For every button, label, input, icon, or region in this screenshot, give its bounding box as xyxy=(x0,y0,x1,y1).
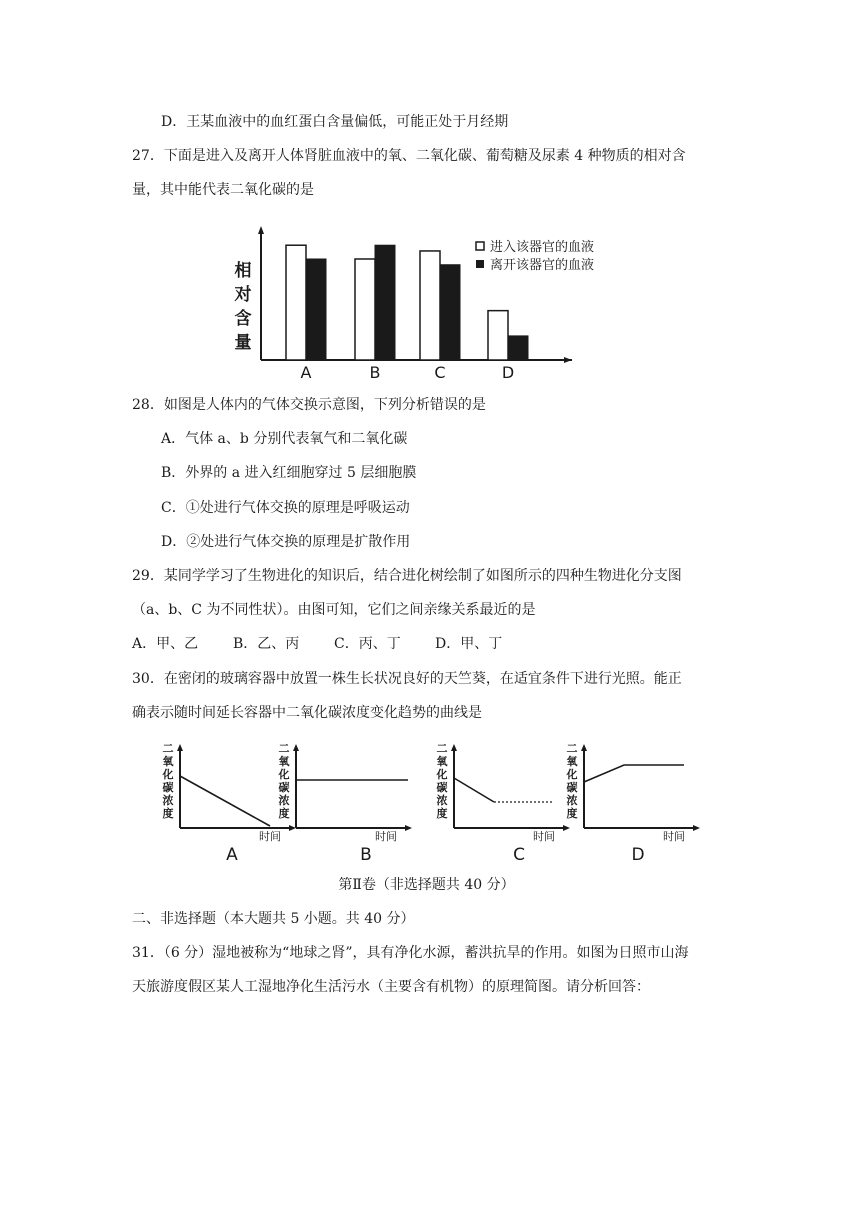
legend-label-leaving: 离开该器官的血液 xyxy=(490,258,595,273)
q28-stem: 28．如图是人体内的气体交换示意图，下列分析错误的是 xyxy=(132,397,486,413)
graph-x-axis-arrow xyxy=(563,825,570,831)
bar-entering xyxy=(488,311,508,360)
graph-y-label-char: 浓 xyxy=(162,794,174,807)
x-tick-label: A xyxy=(300,363,312,380)
graph-y-label-char: 二 xyxy=(162,742,174,755)
x-tick-label: B xyxy=(369,363,381,380)
graph-x-label: 时间 xyxy=(375,830,397,843)
q26-option-d: D．王某血液中的血红蛋白含量偏低，可能正处于月经期 xyxy=(161,114,509,130)
part2-title: 第Ⅱ卷（非选择题共 40 分） xyxy=(338,877,515,893)
q31-stem-line2: 天旅游度假区某人工湿地净化生活污水（主要含有机物）的原理简图。请分析回答： xyxy=(132,979,650,995)
graph-y-axis-arrow xyxy=(177,744,183,751)
graph-y-label-char: 度 xyxy=(278,807,290,820)
graph-y-label-char: 碳 xyxy=(566,781,578,794)
graph-y-label-char: 化 xyxy=(436,768,448,781)
graph-y-label-char: 浓 xyxy=(566,794,578,807)
graph-y-label-char: 二 xyxy=(278,742,290,755)
legend-label-entering: 进入该器官的血液 xyxy=(490,240,595,255)
graph-caption: A xyxy=(226,845,238,865)
graph-y-label-char: 化 xyxy=(566,768,578,781)
graph-y-label-char: 氧 xyxy=(278,755,290,768)
bar-entering xyxy=(355,259,375,360)
legend-swatch-leaving xyxy=(476,260,484,268)
q30-stem-line1: 30．在密闭的玻璃容器中放置一株生长状况良好的天竺葵，在适宜条件下进行光照。能正 xyxy=(132,671,682,687)
graph-y-axis-arrow xyxy=(293,744,299,751)
graph-y-label-char: 度 xyxy=(162,807,174,820)
graph-x-label: 时间 xyxy=(533,830,555,843)
q29-options xyxy=(132,634,536,654)
graph-x-label: 时间 xyxy=(259,830,281,843)
bar-leaving xyxy=(440,265,460,360)
q29-stem-line2: （a、b、C 为不同性状）。由图可知，它们之间亲缘关系最近的是 xyxy=(132,602,536,618)
q29-stem-line1: 29．某同学学习了生物进化的知识后，结合进化树绘制了如图所示的四种生物进化分支图 xyxy=(132,568,682,584)
graph-caption: B xyxy=(360,845,372,865)
graph-y-label-char: 氧 xyxy=(566,755,578,768)
x-axis-arrow xyxy=(564,357,572,363)
graph-caption: C xyxy=(513,845,525,865)
q29-option-d: D．甲、丁 xyxy=(435,636,503,652)
q28-option-a: A．气体 a、b 分别代表氧气和二氧化碳 xyxy=(161,431,408,447)
graph-curve xyxy=(454,778,494,802)
graph-x-label: 时间 xyxy=(663,830,685,843)
bar-leaving xyxy=(375,245,395,360)
q30-stem-line2: 确表示随时间延长容器中二氧化碳浓度变化趋势的曲线是 xyxy=(132,705,482,721)
q29-option-b: B．乙、丙 xyxy=(233,636,300,652)
graph-y-label-char: 碳 xyxy=(436,781,448,794)
q28-option-c: C．①处进行气体交换的原理是呼吸运动 xyxy=(161,500,410,516)
graph-curve xyxy=(180,776,270,826)
q28-option-d: D．②处进行气体交换的原理是扩散作用 xyxy=(161,534,411,550)
y-axis-arrow xyxy=(258,226,264,234)
q27-stem-line1: 27．下面是进入及离开人体肾脏血液中的氧、二氧化碳、葡萄糖及尿素 4 种物质的相对含 xyxy=(132,148,686,164)
graph-y-axis-arrow xyxy=(451,744,457,751)
y-axis-label-char: 对 xyxy=(234,285,252,305)
y-axis-label-char: 量 xyxy=(234,333,252,353)
bar-entering xyxy=(286,245,306,360)
graph-y-axis-arrow xyxy=(581,744,587,751)
bar-entering xyxy=(420,251,440,360)
graph-y-label-char: 氧 xyxy=(162,755,174,768)
bar-leaving xyxy=(508,336,528,360)
graph-caption: D xyxy=(631,845,645,865)
y-axis-label-char: 相 xyxy=(234,261,252,281)
graph-x-axis-arrow xyxy=(405,825,412,831)
x-tick-label: D xyxy=(501,363,515,380)
graph-y-label-char: 化 xyxy=(278,768,290,781)
graph-curve xyxy=(584,765,684,782)
graph-y-label-char: 浓 xyxy=(278,794,290,807)
graph-y-label-char: 度 xyxy=(566,807,578,820)
graph-y-label-char: 氧 xyxy=(436,755,448,768)
q27-bar-chart xyxy=(0,220,865,380)
q27-stem-line2: 量，其中能代表二氧化碳的是 xyxy=(132,182,314,198)
graph-y-label-char: 二 xyxy=(436,742,448,755)
q29-option-c: C．丙、丁 xyxy=(334,636,401,652)
y-axis-label-char: 含 xyxy=(234,309,252,329)
q29-option-a: A．甲、乙 xyxy=(132,636,199,652)
graph-y-label-char: 浓 xyxy=(436,794,448,807)
q31-stem-line1: 31．（6 分）湿地被称为“地球之肾”，具有净化水源，蓄洪抗旱的作用。如图为日照市山海 xyxy=(132,945,689,961)
graph-y-label-char: 二 xyxy=(566,742,578,755)
part2-section-heading: 二、非选择题（本大题共 5 小题。共 40 分） xyxy=(132,911,415,927)
graph-y-label-char: 度 xyxy=(436,807,448,820)
legend-swatch-entering xyxy=(476,242,484,250)
graph-y-label-char: 化 xyxy=(162,768,174,781)
graph-y-label-char: 碳 xyxy=(162,781,174,794)
x-tick-label: C xyxy=(434,363,446,380)
graph-x-axis-arrow xyxy=(289,825,296,831)
bar-leaving xyxy=(306,259,326,360)
graph-y-label-char: 碳 xyxy=(278,781,290,794)
graph-x-axis-arrow xyxy=(693,825,700,831)
q28-option-b: B．外界的 a 进入红细胞穿过 5 层细胞膜 xyxy=(161,465,417,481)
q30-graphs xyxy=(0,738,865,868)
